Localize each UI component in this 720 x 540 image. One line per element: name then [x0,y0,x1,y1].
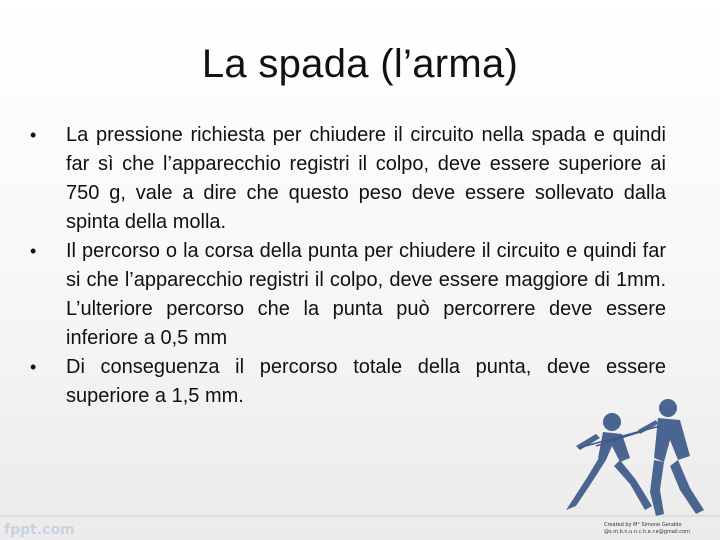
bullet-item [30,121,666,237]
right-fencer-icon [638,399,704,516]
bullet-list [30,121,666,411]
fppt-logo: fppt.com [4,522,75,538]
bullet-dot: • [30,357,37,377]
bullet-text: Di conseguenza il percorso totale della punta, deve essere superiore a 1,5 mm. [66,356,666,407]
bullet-text: La pressione richiesta per chiudere il circuito nella spada e quindi far sì che l’apparecchio registri il colpo, deve essere superiore ai 750 g, vale a dire che questo peso deve essere sollevato dalla spinta della molla. [66,124,666,233]
fencers-illustration [0,380,720,530]
slide-title: La spada (l’arma) [201,42,519,86]
credit-text [604,522,714,536]
bullet-dot: • [30,125,37,145]
left-fencer-icon [566,413,652,510]
credit-line-1: Created by M° Simone Geraldo [604,522,682,528]
bullet-item [30,237,666,353]
bullet-text: Il percorso o la corsa della punta per chiudere il circuito e quindi far si che l’apparecchio registri il colpo, deve essere maggiore di 1mm. L’ulteriore percorso che la punta può percorrere deve essere inferiore a 0,5 mm [66,240,666,349]
bullet-dot: • [30,241,37,261]
credit-line-2: @s.m.b.n.u.n.c.h.e.r.e@gmail.com [604,529,690,535]
